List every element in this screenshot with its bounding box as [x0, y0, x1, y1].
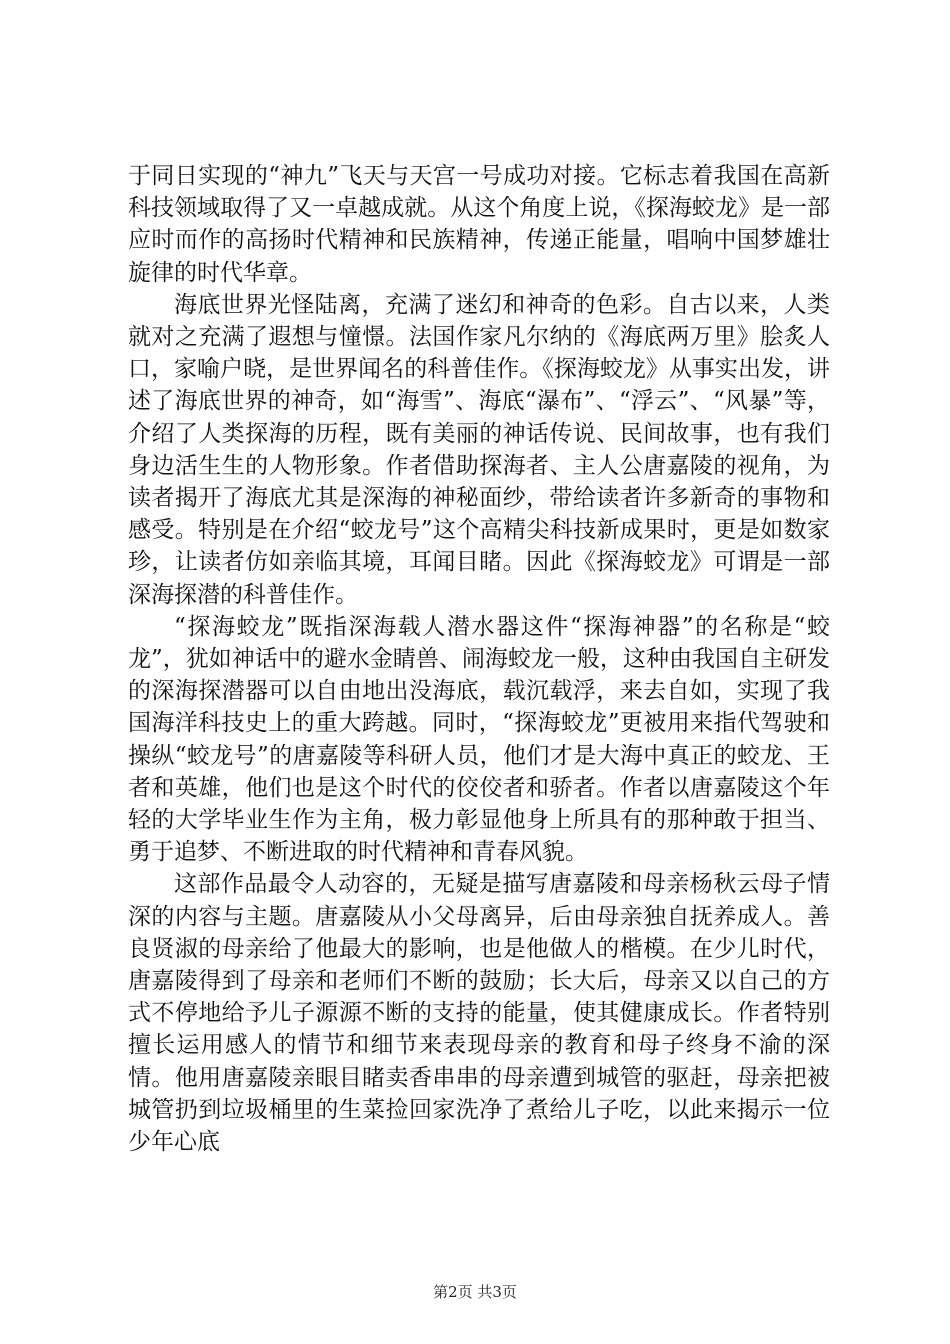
document-body	[128, 160, 830, 1158]
page-number-footer: 第2页 共3页	[433, 1283, 517, 1301]
paragraph-mother-son: 这部作品最令人动容的，无疑是描写唐嘉陵和母亲杨秋云母子情深的内容与主题。唐嘉陵从小父母离异，后由母亲独自抚养成人。善良贤淑的母亲给了他最大的影响，也是他做人的楷模。在少儿时代，唐嘉陵得到了母亲和老师们不断的鼓励；长大后，母亲又以自己的方式不停地给予儿子源源不断的支持的能量，使其健康成长。作者特别擅长运用感人的情节和细节来表现母亲的教育和母子终身不渝的深情。他用唐嘉陵亲眼目睹卖香串串的母亲遭到城管的驱赶，母亲把被城管扔到垃圾桶里的生菜捡回家洗净了煮给儿子吃，以此来揭示一位少年心底	[128, 871, 830, 1156]
paragraph-jiaolong-meaning: “探海蛟龙”既指深海载人潜水器这件“探海神器”的名称是“蛟龙”，犹如神话中的避水金睛兽、闹海蛟龙一般，这种由我国自主研发的深海探潜器可以自由地出没海底，载沉载浮，来去自如，实现了我国海洋科技史上的重大跨越。同时，“探海蛟龙”更被用来指代驾驶和操纵“蛟龙号”的唐嘉陵等科研人员，他们才是大海中真正的蛟龙、王者和英雄，他们也是这个时代的佼佼者和骄者。作者以唐嘉陵这个年轻的大学毕业生作为主角，极力彰显他身上所具有的那种敢于担当、勇于追梦、不断进取的时代精神和青春风貌。	[128, 613, 830, 866]
paragraph-undersea-world: 海底世界光怪陆离，充满了迷幻和神奇的色彩。自古以来，人类就对之充满了遐想与憧憬。法国作家凡尔纳的《海底两万里》脍炙人口，家喻户晓，是世界闻名的科普佳作。《探海蛟龙》从事实出发，讲述了海底世界的神奇，如“海雪”、海底“瀑布”、“浮云”、“风暴”等，介绍了人类探海的历程，既有美丽的神话传说、民间故事，也有我们身边活生生的人物形象。作者借助探海者、主人公唐嘉陵的视角，为读者揭开了海底尤其是深海的神秘面纱，带给读者许多新奇的事物和感受。特别是在介绍“蛟龙号”这个高精尖科技新成果时，更是如数家珍，让读者仿如亲临其境，耳闻目睹。因此《探海蛟龙》可谓是一部深海探潜的科普佳作。	[128, 291, 830, 608]
paragraph-continuation: 于同日实现的“神九”飞天与天宫一号成功对接。它标志着我国在高新科技领域取得了又一卓越成就。从这个角度上说，《探海蛟龙》是一部应时而作的高扬时代精神和民族精神，传递正能量，唱响中国梦雄壮旋律的时代华章。	[128, 163, 830, 286]
